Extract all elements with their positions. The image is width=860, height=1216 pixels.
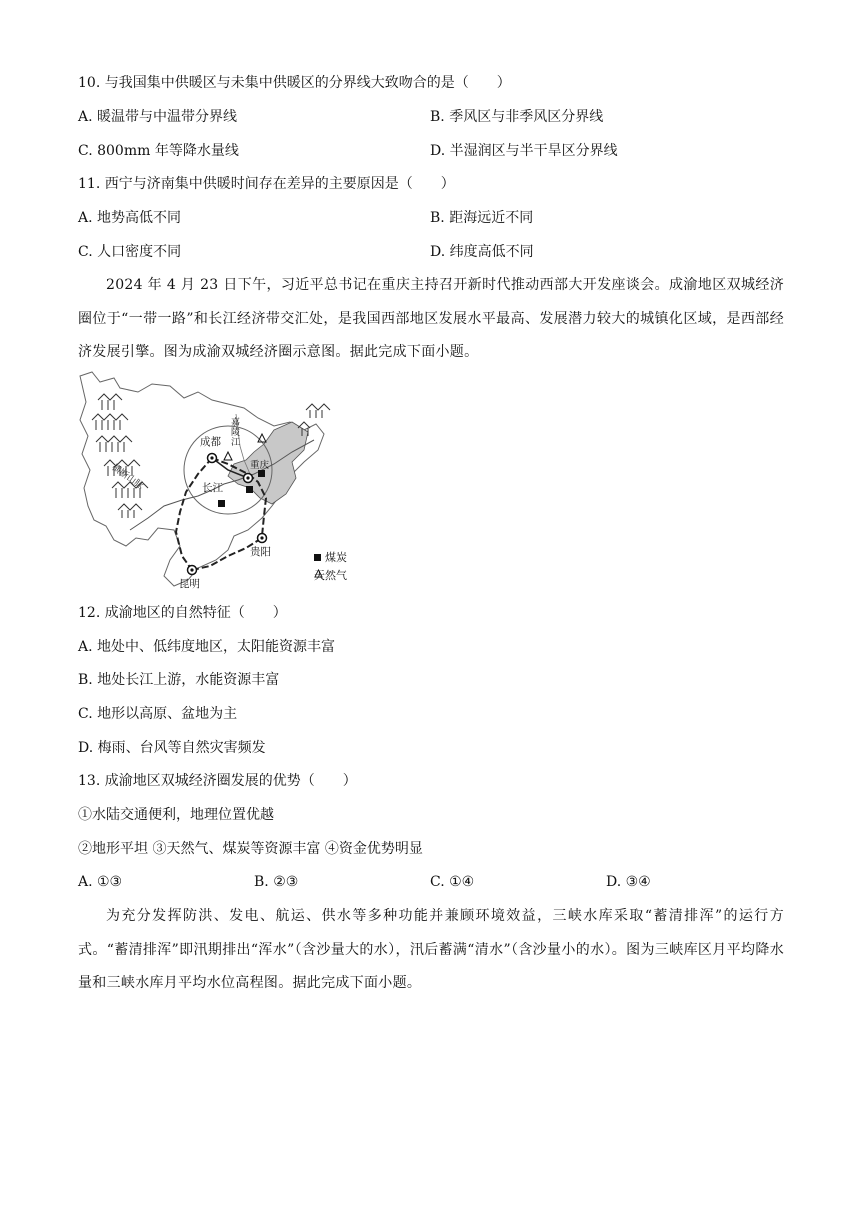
map-label-kunming: 昆明 — [179, 578, 200, 590]
q11-option-c: C. 人口密度不同 — [78, 244, 182, 260]
q10-stem: 10. 与我国集中供暖区与未集中供暖区的分界线大致吻合的是（ ） — [78, 75, 511, 91]
map-label-guiyang: 贵阳 — [250, 546, 271, 558]
q13-option-a: A. ①③ — [78, 874, 123, 890]
legend-coal — [314, 551, 347, 564]
q10-option-a: A. 暖温带与中温带分界线 — [78, 109, 238, 125]
coal-legend-icon — [314, 554, 321, 561]
passage-chengyu: 2024 年 4 月 23 日下午，习近平总书记在重庆主持召开新时代推动西部大开发座谈会。成渝地区双城经济圈位于“一带一路”和长江经济带交汇处，是我国西部地区发展水平最高、发展潜力较大的城镇化区域，是西部经济发展引擎。图为成渝双城经济圈示意图。据此完成下面小题。 — [78, 277, 784, 360]
q13-statement-1: ①水陆交通便利，地理位置优越 — [78, 807, 274, 823]
q11-option-a: A. 地势高低不同 — [78, 210, 182, 226]
map-label-changjiang: 长江 — [202, 482, 223, 494]
legend-coal-label: 煤炭 — [325, 551, 347, 564]
gas-legend-icon — [314, 569, 323, 578]
q11-stem: 11. 西宁与济南集中供暖时间存在差异的主要原因是（ ） — [78, 176, 455, 192]
q10-option-d: D. 半湿润区与半干旱区分界线 — [430, 143, 618, 159]
q10-option-c: C. 800mm 年等降水量线 — [78, 143, 239, 159]
q13-option-b: B. ②③ — [254, 874, 299, 890]
q11-option-d: D. 纬度高低不同 — [430, 244, 534, 260]
q12-stem: 12. 成渝地区的自然特征（ ） — [78, 605, 287, 621]
map-label-chongqing: 重庆 — [250, 460, 270, 471]
q13-stem: 13. 成渝地区双城经济圈发展的优势（ ） — [78, 773, 357, 789]
passage-three-gorges: 为充分发挥防洪、发电、航运、供水等多种功能并兼顾环境效益，三峡水库采取“蓄清排浑”的运行方式。“蓄清排浑”即汛期排出“浑水”（含沙量大的水），汛后蓄满“清水”（含沙量小的水）。图为三峡库区月平均降水量和三峡水库月平均水位高程图。据此完成下面小题。 — [78, 908, 784, 991]
q12-option-b: B. 地处长江上游，水能资源丰富 — [78, 672, 280, 688]
legend-gas-label: 天然气 — [314, 569, 347, 582]
q13-option-c: C. ①④ — [430, 874, 475, 890]
q12-option-a: A. 地处中、低纬度地区，太阳能资源丰富 — [78, 639, 336, 655]
q12-option-d: D. 梅雨、台风等自然灾害频发 — [78, 740, 266, 756]
q11-option-b: B. 距海远近不同 — [430, 210, 534, 226]
map-label-chengdu: 成都 — [200, 436, 221, 448]
q10-option-b: B. 季风区与非季风区分界线 — [430, 109, 604, 125]
q13-option-d: D. ③④ — [606, 874, 651, 890]
map-label-jialingjiang: 嘉陵江 — [231, 418, 241, 448]
chengyu-map — [78, 370, 378, 592]
legend-gas — [314, 569, 347, 582]
q13-statements-2-4: ②地形平坦 ③天然气、煤炭等资源丰富 ④资金优势明显 — [78, 841, 423, 857]
map-label-mountain: 横断山脉 — [109, 462, 145, 492]
q12-option-c: C. 地形以高原、盆地为主 — [78, 706, 238, 722]
